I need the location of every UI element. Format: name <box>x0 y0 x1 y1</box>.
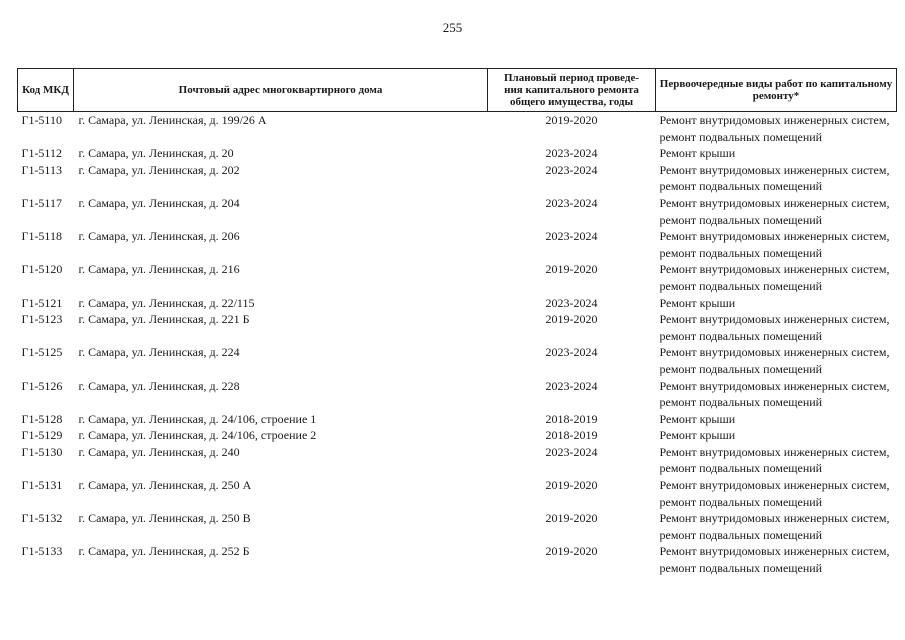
table-header <box>18 69 897 112</box>
cell-code: Г1-5132 <box>21 511 63 526</box>
cell-code: Г1-5120 <box>21 262 63 277</box>
cell-address: г. Самара, ул. Ленинская, д. 24/106, строение 2 <box>78 428 317 443</box>
cell-address: г. Самара, ул. Ленинская, д. 221 Б <box>78 312 250 327</box>
works-line: Ремонт внутридомовых инженерных систем, <box>659 444 890 459</box>
works-line: ремонт подвальных помещений <box>659 278 823 293</box>
cell-address: г. Самара, ул. Ленинская, д. 252 Б <box>78 544 250 559</box>
cell-works <box>656 311 897 344</box>
cell-address: г. Самара, ул. Ленинская, д. 216 <box>78 262 240 277</box>
cell-period: 2023-2024 <box>545 229 598 244</box>
cell-period: 2023-2024 <box>545 345 598 360</box>
header-code: Код МКД <box>18 69 74 112</box>
works-line: Ремонт внутридомовых инженерных систем, <box>659 262 890 277</box>
cell-period: 2023-2024 <box>545 378 598 393</box>
table-row <box>18 195 897 228</box>
works-line: Ремонт внутридомовых инженерных систем, <box>659 312 890 327</box>
repair-schedule-table <box>17 68 897 577</box>
works-line: Ремонт внутридомовых инженерных систем, <box>659 345 890 360</box>
cell-works <box>656 477 897 510</box>
cell-period: 2019-2020 <box>545 511 598 526</box>
cell-address: г. Самара, ул. Ленинская, д. 250 А <box>78 478 252 493</box>
cell-works <box>656 261 897 294</box>
header-works: Первоочередные виды работ по капитальному ремонту* <box>656 69 897 112</box>
cell-code: Г1-5133 <box>21 544 63 559</box>
cell-works <box>656 162 897 195</box>
cell-address: г. Самара, ул. Ленинская, д. 22/115 <box>78 295 255 310</box>
cell-code: Г1-5130 <box>21 444 63 459</box>
cell-period: 2023-2024 <box>545 295 598 310</box>
works-line: Ремонт внутридомовых инженерных систем, <box>659 195 890 210</box>
table-row <box>18 411 897 428</box>
cell-code: Г1-5123 <box>21 312 63 327</box>
table-row <box>18 295 897 312</box>
works-line: Ремонт крыши <box>659 411 736 426</box>
table-row <box>18 162 897 195</box>
works-line: ремонт подвальных помещений <box>659 561 823 576</box>
table-row <box>18 427 897 444</box>
table-row <box>18 228 897 261</box>
cell-code: Г1-5126 <box>21 378 63 393</box>
cell-works <box>656 195 897 228</box>
cell-address: г. Самара, ул. Ленинская, д. 24/106, строение 1 <box>78 411 317 426</box>
cell-address: г. Самара, ул. Ленинская, д. 250 В <box>78 511 251 526</box>
cell-code: Г1-5118 <box>21 229 62 244</box>
cell-code: Г1-5117 <box>21 195 62 210</box>
cell-works <box>656 378 897 411</box>
cell-works <box>656 145 897 162</box>
cell-code: Г1-5128 <box>21 411 63 426</box>
cell-address: г. Самара, ул. Ленинская, д. 204 <box>78 195 240 210</box>
cell-works <box>656 411 897 428</box>
table-row <box>18 510 897 543</box>
cell-code: Г1-5112 <box>21 146 62 161</box>
page-number: 255 <box>442 20 463 35</box>
works-line: ремонт подвальных помещений <box>659 212 823 227</box>
works-line: Ремонт крыши <box>659 295 736 310</box>
cell-code: Г1-5125 <box>21 345 63 360</box>
cell-code: Г1-5110 <box>21 113 62 127</box>
works-line: ремонт подвальных помещений <box>659 179 823 194</box>
cell-address: г. Самара, ул. Ленинская, д. 206 <box>78 229 240 244</box>
table-row <box>18 378 897 411</box>
cell-period: 2018-2019 <box>545 428 598 443</box>
table-row <box>18 261 897 294</box>
table-row <box>18 477 897 510</box>
cell-works <box>656 228 897 261</box>
cell-period: 2023-2024 <box>545 444 598 459</box>
cell-address: г. Самара, ул. Ленинская, д. 228 <box>78 378 240 393</box>
table-row <box>18 311 897 344</box>
cell-works <box>656 510 897 543</box>
cell-period: 2023-2024 <box>545 162 598 177</box>
works-line: Ремонт крыши <box>659 428 736 443</box>
works-line: Ремонт внутридомовых инженерных систем, <box>659 478 890 493</box>
table-header-row <box>18 69 897 112</box>
cell-period: 2018-2019 <box>545 411 598 426</box>
cell-address: г. Самара, ул. Ленинская, д. 240 <box>78 444 240 459</box>
cell-works <box>656 543 897 576</box>
cell-code: Г1-5113 <box>21 162 62 177</box>
cell-period: 2023-2024 <box>545 146 598 161</box>
works-line: ремонт подвальных помещений <box>659 395 823 410</box>
cell-address: г. Самара, ул. Ленинская, д. 224 <box>78 345 240 360</box>
works-line: ремонт подвальных помещений <box>659 245 823 260</box>
works-line: Ремонт крыши <box>659 146 736 161</box>
cell-works <box>656 444 897 477</box>
cell-works <box>656 112 897 146</box>
works-line: ремонт подвальных помещений <box>659 527 823 542</box>
cell-works <box>656 427 897 444</box>
cell-address: г. Самара, ул. Ленинская, д. 20 <box>78 146 234 161</box>
cell-period: 2019-2020 <box>545 478 598 493</box>
table-body <box>18 112 897 577</box>
works-line: ремонт подвальных помещений <box>659 129 823 144</box>
header-period: Плановый период проведе- ния капитального ремонта общего имущества, годы <box>488 69 656 112</box>
works-line: ремонт подвальных помещений <box>659 461 823 476</box>
cell-works <box>656 344 897 377</box>
works-line: ремонт подвальных помещений <box>659 361 823 376</box>
cell-period: 2023-2024 <box>545 195 598 210</box>
table-row <box>18 112 897 146</box>
cell-period: 2019-2020 <box>545 262 598 277</box>
table-row <box>18 344 897 377</box>
cell-period: 2019-2020 <box>545 544 598 559</box>
header-address: Почтовый адрес многоквартирного дома <box>74 69 488 112</box>
cell-code: Г1-5121 <box>21 295 63 310</box>
works-line: Ремонт внутридомовых инженерных систем, <box>659 113 890 127</box>
cell-address: г. Самара, ул. Ленинская, д. 202 <box>78 162 240 177</box>
table-row <box>18 543 897 576</box>
cell-period: 2019-2020 <box>545 113 598 127</box>
table-row <box>18 444 897 477</box>
works-line: Ремонт внутридомовых инженерных систем, <box>659 511 890 526</box>
works-line: Ремонт внутридомовых инженерных систем, <box>659 378 890 393</box>
table-row <box>18 145 897 162</box>
works-line: ремонт подвальных помещений <box>659 494 823 509</box>
cell-works <box>656 295 897 312</box>
cell-address: г. Самара, ул. Ленинская, д. 199/26 А <box>78 113 267 127</box>
works-line: Ремонт внутридомовых инженерных систем, <box>659 162 890 177</box>
works-line: ремонт подвальных помещений <box>659 328 823 343</box>
cell-code: Г1-5129 <box>21 428 63 443</box>
works-line: Ремонт внутридомовых инженерных систем, <box>659 229 890 244</box>
works-line: Ремонт внутридомовых инженерных систем, <box>659 544 890 559</box>
cell-code: Г1-5131 <box>21 478 63 493</box>
cell-period: 2019-2020 <box>545 312 598 327</box>
